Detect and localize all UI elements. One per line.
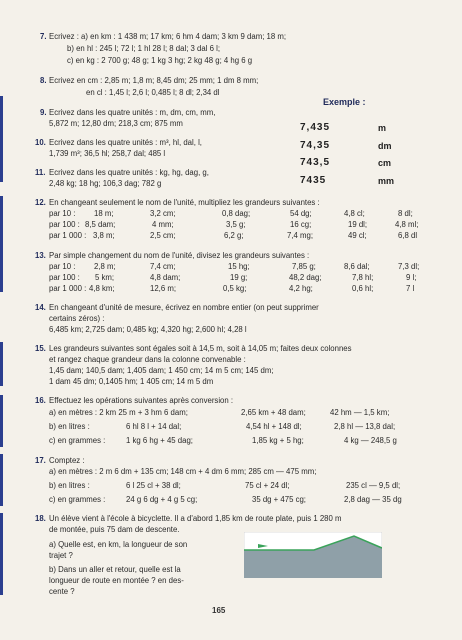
text-line <box>0 56 462 66</box>
text-segment: 6,2 g; <box>224 231 244 240</box>
text-segment: trajet ? <box>49 551 73 560</box>
text-line <box>0 231 462 241</box>
text-segment: b) Dans un aller et retour, quelle est la <box>49 565 181 574</box>
example-heading: Exemple : <box>323 97 366 107</box>
text-line <box>0 344 462 354</box>
text-segment: 2,48 kg; 18 hg; 106,3 dag; 782 g <box>49 179 162 188</box>
text-segment: de montée, puis 75 dam de descente. <box>49 525 180 534</box>
exercise-number: 12. <box>35 198 46 207</box>
text-line <box>0 284 462 294</box>
text-segment: Ecrivez : a) en km : 1 438 m; 17 km; 6 hm 4 dam; 3 km 9 dam; 18 m; <box>49 32 287 41</box>
text-segment: 6 l 25 cl + 38 dl; <box>126 481 181 490</box>
text-segment: 3,5 g; <box>226 220 246 229</box>
text-line <box>0 565 462 575</box>
text-segment: par 100 : <box>49 273 80 282</box>
exercise-number: 15. <box>35 344 46 353</box>
text-segment: 7,4 cm; <box>150 262 176 271</box>
text-line <box>0 551 462 561</box>
text-segment: 15 hg; <box>228 262 250 271</box>
text-segment: 1,45 dam; 140,5 dam; 1,405 dam; 1 450 cm; 14 m 5 cm; 145 dm; <box>49 366 274 375</box>
text-line <box>0 44 462 54</box>
text-segment: Effectuez les opérations suivantes après conversion : <box>49 396 234 405</box>
text-segment: 75 cl + 24 dl; <box>245 481 290 490</box>
text-line <box>0 325 462 335</box>
text-segment: 35 dg + 475 cg; <box>252 495 306 504</box>
text-segment: 4 mm; <box>152 220 174 229</box>
text-segment: Ecrivez dans les quatre unités : m, dm, cm, mm, <box>49 108 216 117</box>
text-segment: 2,65 km + 48 dam; <box>241 408 306 417</box>
text-line <box>0 138 462 148</box>
text-segment: Ecrivez en cm : 2,85 m; 1,8 m; 8,45 dm; 25 mm; 1 dm 8 mm; <box>49 76 259 85</box>
text-segment: c) en kg : 2 700 g; 48 g; 1 kg 3 hg; 2 kg 48 g; 4 hg 6 g <box>67 56 253 65</box>
text-segment: 54 dg; <box>290 209 312 218</box>
exercise-number: 16. <box>35 396 46 405</box>
text-line <box>0 481 462 491</box>
text-line <box>0 436 462 446</box>
text-segment: et rangez chaque grandeur dans la colonne convenable : <box>49 355 246 364</box>
text-line <box>0 119 462 129</box>
example-value: 7,435 <box>300 122 331 133</box>
exercise-number: 10. <box>35 138 46 147</box>
text-segment: 48,2 dag; <box>289 273 322 282</box>
text-line <box>0 422 462 432</box>
text-segment: 49 cl; <box>348 231 367 240</box>
text-segment: cente ? <box>49 587 75 596</box>
text-segment: en cl : 1,45 l; 2,6 l; 0,485 l; 8 dl; 2,34 dl <box>86 88 220 97</box>
text-segment: 5 km; <box>95 273 115 282</box>
text-line <box>0 576 462 586</box>
text-segment: 18 m; <box>94 209 114 218</box>
text-line <box>0 314 462 324</box>
text-segment: 1 kg 6 hg + 45 dag; <box>126 436 193 445</box>
text-line <box>0 355 462 365</box>
exercise-number: 17. <box>35 456 46 465</box>
exercise-number: 18. <box>35 514 46 523</box>
page-number: 165 <box>212 606 226 615</box>
text-segment: 1,739 m³; 36,5 hl; 258,7 dal; 485 l <box>49 149 166 158</box>
text-line <box>0 495 462 505</box>
text-line <box>0 467 462 477</box>
text-segment: En changeant d'unité de mesure, écrivez en nombre entier (on peut supprimer <box>49 303 319 312</box>
text-segment: 0,8 dag; <box>222 209 251 218</box>
text-line <box>0 377 462 387</box>
text-segment: b) en litres : <box>49 481 90 490</box>
text-segment: 8,5 dam; <box>85 220 116 229</box>
text-segment: 3,8 m; <box>93 231 115 240</box>
text-segment: 235 cl — 9,5 dl; <box>346 481 401 490</box>
example-unit: dm <box>378 141 392 151</box>
text-segment: 1 dam 45 dm; 0,1405 hm; 1 405 cm; 14 m 5 dm <box>49 377 214 386</box>
exercise-number: 11. <box>35 168 46 177</box>
text-segment: Un élève vient à l'école à bicyclette. Il a d'abord 1,85 km de route plate, puis 1 280 m <box>49 514 342 523</box>
text-segment: 0,5 kg; <box>223 284 247 293</box>
text-line <box>0 408 462 418</box>
text-segment: 2,5 cm; <box>150 231 176 240</box>
exercise-number: 14. <box>35 303 46 312</box>
text-segment: c) en grammes : <box>49 495 106 504</box>
text-segment: 7,85 g; <box>292 262 316 271</box>
text-segment: 3,2 cm; <box>150 209 176 218</box>
text-segment: 19 g; <box>230 273 248 282</box>
text-segment: b) en hl : 245 l; 72 l; 1 hl 28 l; 8 dal; 3 dal 6 l; <box>67 44 221 53</box>
text-segment: Par simple changement du nom de l'unité, divisez les grandeurs suivantes : <box>49 251 310 260</box>
text-line <box>0 366 462 376</box>
text-segment: 1,85 kg + 5 hg; <box>252 436 304 445</box>
text-segment: Les grandeurs suivantes sont égales soit à 14,5 m, soit à 14,05 m; faites deux colonnes <box>49 344 352 353</box>
text-segment: 2,8 hl — 13,8 dal; <box>334 422 396 431</box>
text-segment: 4,8 km; <box>89 284 115 293</box>
text-line <box>0 456 462 466</box>
text-segment: 2,8 dag — 35 dg <box>344 495 402 504</box>
text-line <box>0 303 462 313</box>
example-value: 743,5 <box>300 157 331 168</box>
text-segment: En changeant seulement le nom de l'unité, multipliez les grandeurs suivantes : <box>49 198 320 207</box>
text-segment: a) en mètres : 2 m 6 dm + 135 cm; 148 cm + 4 dm 6 mm; 285 cm — 475 mm; <box>49 467 317 476</box>
exercise-number: 8. <box>40 76 47 85</box>
text-line <box>0 262 462 272</box>
text-line <box>0 108 462 118</box>
example-unit: mm <box>378 176 395 186</box>
exercise-number: 7. <box>40 32 47 41</box>
text-segment: Ecrivez dans les quatre unités : m³, hl, dal, l, <box>49 138 202 147</box>
text-segment: 7,8 hl; <box>352 273 374 282</box>
text-segment: c) en grammes : <box>49 436 106 445</box>
text-segment: 4,8 ml; <box>395 220 419 229</box>
text-segment: 4 kg — 248,5 g <box>344 436 397 445</box>
text-line <box>0 198 462 208</box>
text-line <box>0 396 462 406</box>
text-segment: 42 hm — 1,5 km; <box>330 408 390 417</box>
text-segment: 16 cg; <box>290 220 312 229</box>
text-line <box>0 76 462 86</box>
text-line <box>0 220 462 230</box>
text-segment: 4,8 cl; <box>344 209 365 218</box>
text-segment: 4,2 hg; <box>289 284 313 293</box>
text-segment: 5,872 m; 12,80 dm; 218,3 cm; 875 mm <box>49 119 183 128</box>
text-segment: a) en mètres : 2 km 25 m + 3 hm 6 dam; <box>49 408 188 417</box>
text-line <box>0 149 462 159</box>
text-segment: 8,6 dal; <box>344 262 370 271</box>
example-value: 7435 <box>300 175 327 186</box>
text-segment: par 10 : <box>49 209 76 218</box>
text-segment: 7,4 mg; <box>287 231 314 240</box>
text-segment: 6 hl 8 l + 14 dal; <box>126 422 182 431</box>
text-segment: 4,8 dam; <box>150 273 181 282</box>
text-segment: a) Quelle est, en km, la longueur de son <box>49 540 188 549</box>
text-line <box>0 32 462 42</box>
text-segment: Ecrivez dans les quatre unités : kg, hg, dag, g, <box>49 168 209 177</box>
text-segment: par 1 000 : <box>49 284 87 293</box>
exercise-number: 9. <box>40 108 47 117</box>
text-line <box>0 587 462 597</box>
text-line <box>0 88 462 98</box>
text-line <box>0 514 462 524</box>
text-segment: par 10 : <box>49 262 76 271</box>
text-line <box>0 251 462 261</box>
text-segment: 6,485 km; 2,725 dam; 0,485 kg; 4,320 hg; 2,600 hl; 4,28 l <box>49 325 247 334</box>
text-segment: Comptez : <box>49 456 85 465</box>
text-line <box>0 273 462 283</box>
text-segment: 24 g 6 dg + 4 g 5 cg; <box>126 495 198 504</box>
text-segment: 12,6 m; <box>150 284 177 293</box>
text-segment: par 1 000 : <box>49 231 87 240</box>
text-segment: 2,8 m; <box>94 262 116 271</box>
text-segment: 9 l; <box>406 273 417 282</box>
text-segment: par 100 : <box>49 220 80 229</box>
exercise-number: 13. <box>35 251 46 260</box>
text-segment: 6,8 dl <box>398 231 418 240</box>
text-line <box>0 209 462 219</box>
text-segment: 0,6 hl; <box>352 284 374 293</box>
route-profile-figure <box>244 532 382 578</box>
text-line <box>0 540 462 550</box>
example-value: 74,35 <box>300 140 331 151</box>
text-segment: 4,54 hl + 148 dl; <box>246 422 302 431</box>
text-segment: 7 l <box>406 284 415 293</box>
text-segment: 8 dl; <box>398 209 413 218</box>
text-segment: certains zéros) : <box>49 314 105 323</box>
example-unit: cm <box>378 158 392 168</box>
text-line <box>0 525 462 535</box>
example-unit: m <box>378 123 387 133</box>
text-segment: 19 dl; <box>348 220 368 229</box>
text-segment: b) en litres : <box>49 422 90 431</box>
text-segment: longueur de route en montée ? en des- <box>49 576 184 585</box>
text-segment: 7,3 dl; <box>398 262 420 271</box>
